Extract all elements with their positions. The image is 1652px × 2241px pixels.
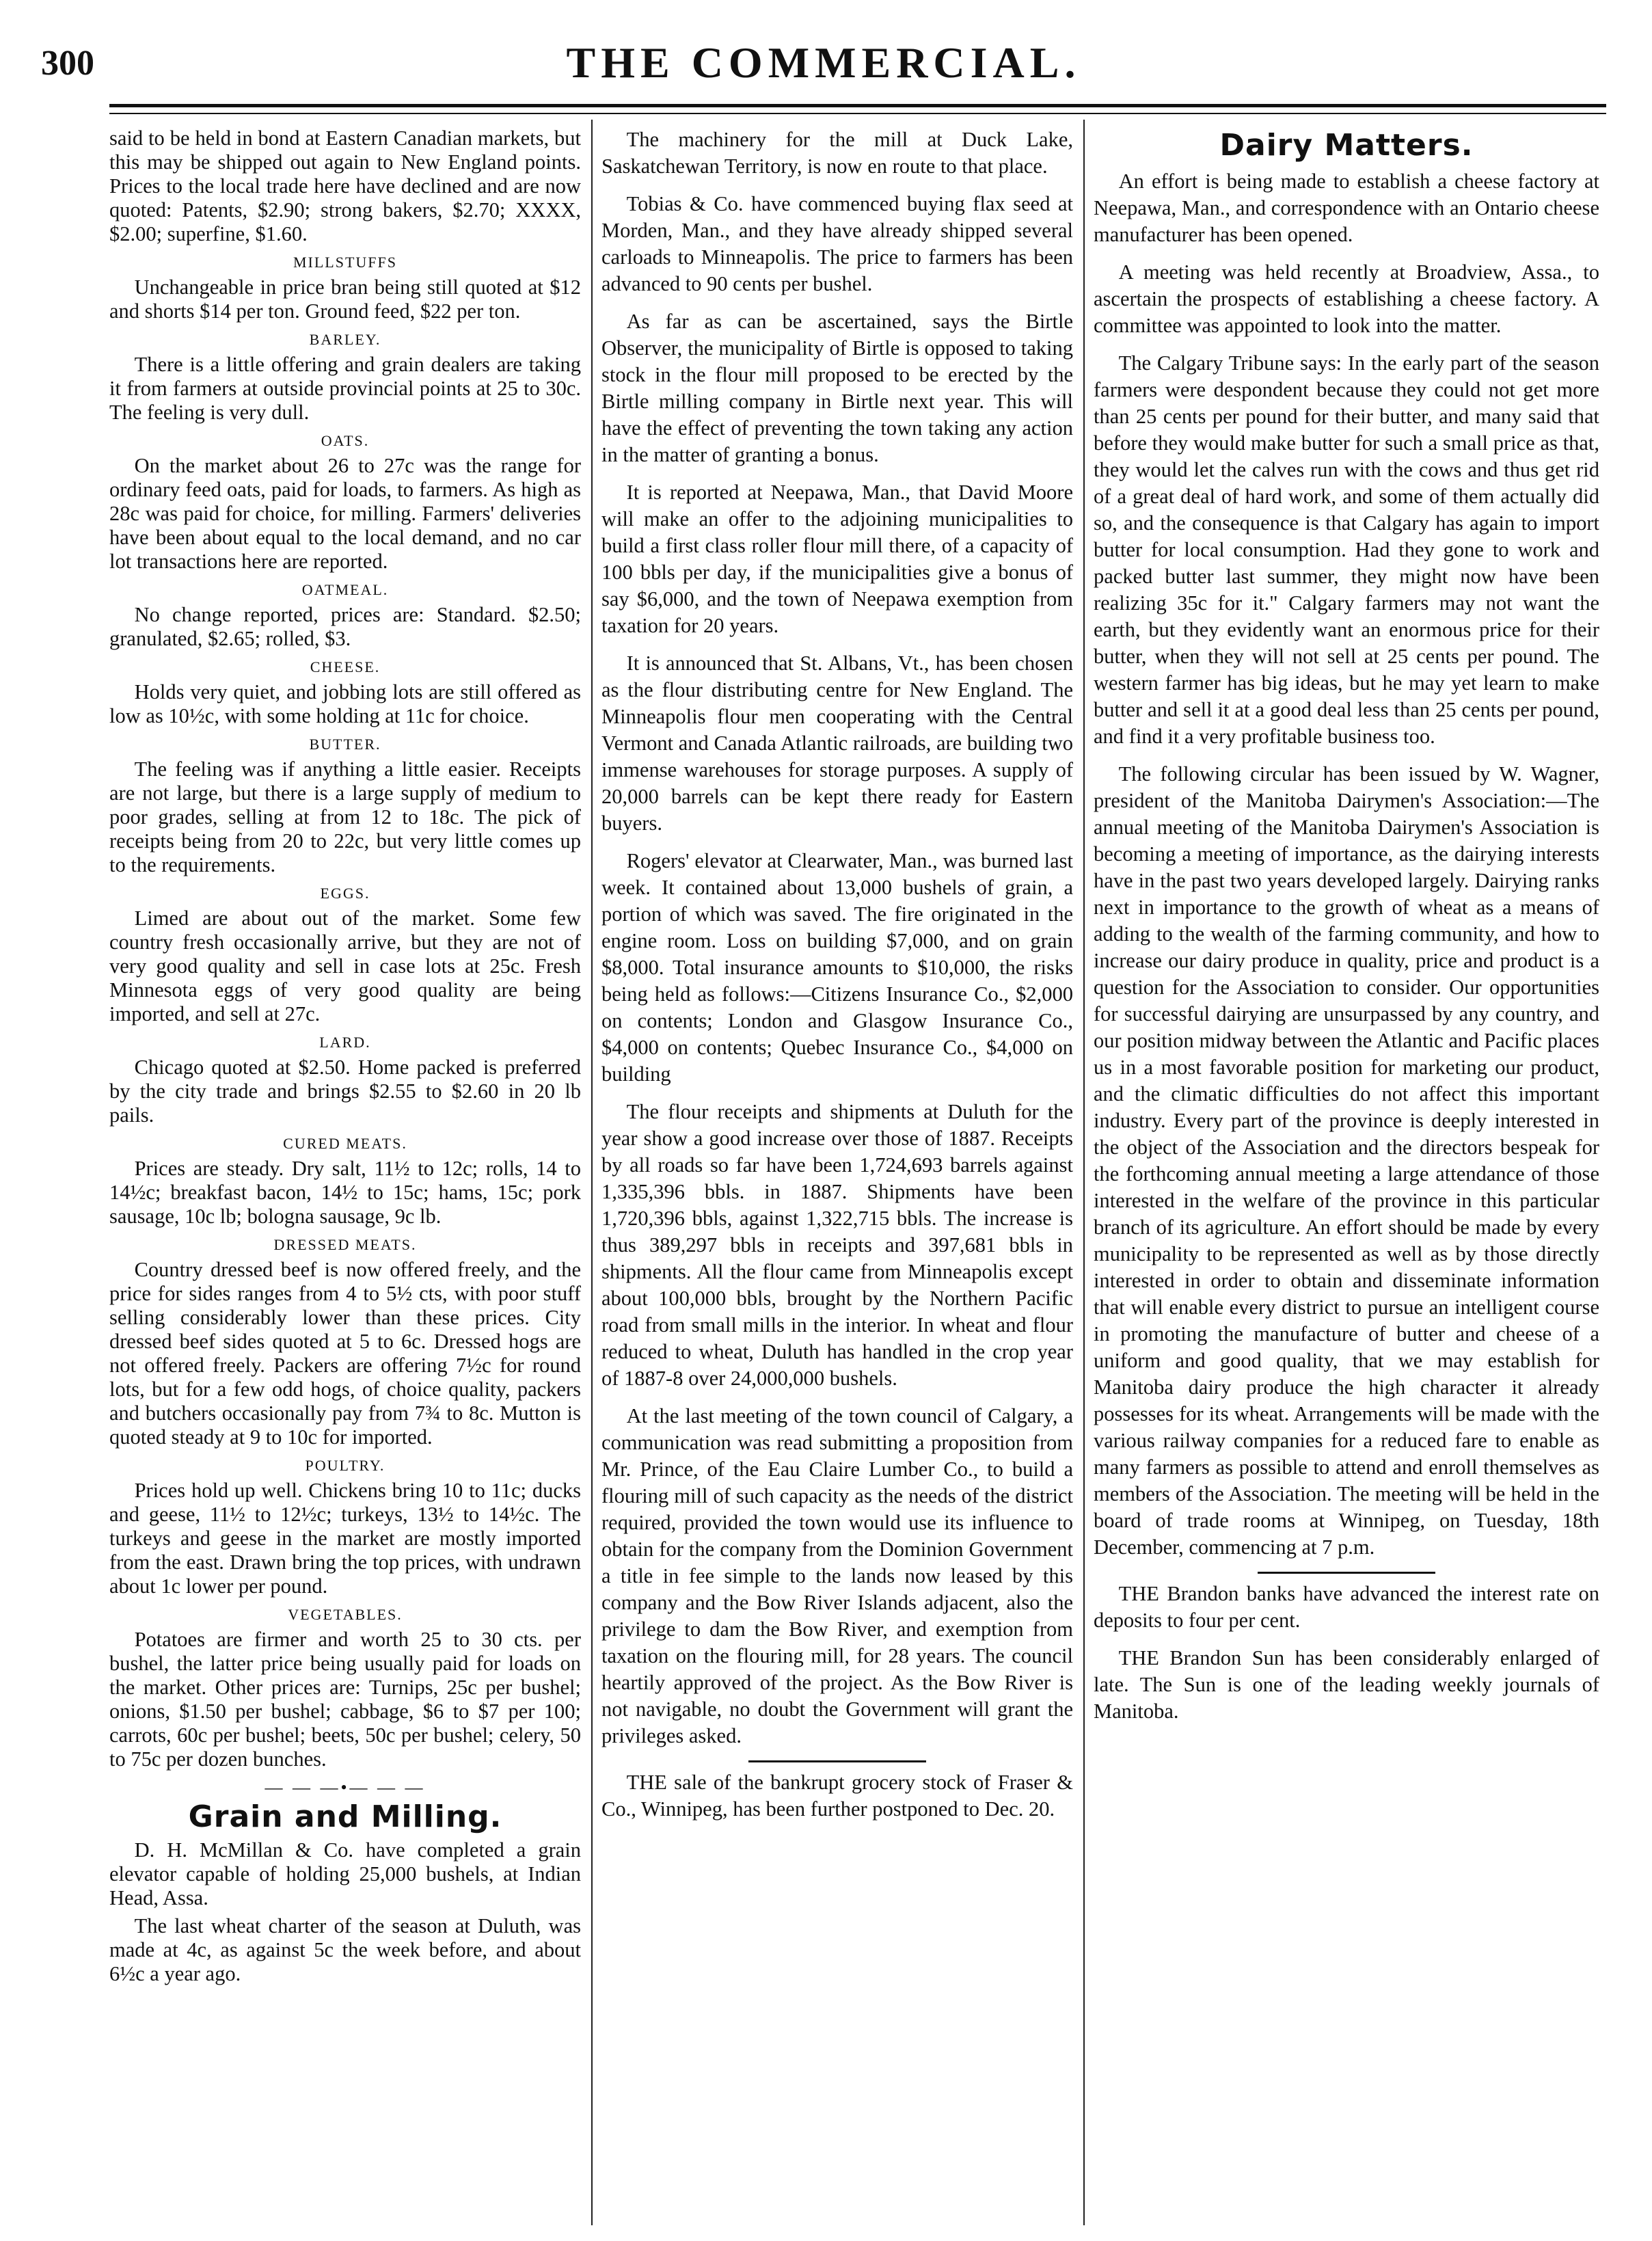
market-heading: VEGETABLES.	[288, 1606, 403, 1623]
column-left	[109, 126, 581, 2218]
article-paragraph: The flour receipts and shipments at Duluth for the year show a good increase over those of 1887. Receipts by all roads so far have been 1,724,693 barrels against 1,335,396 bbls. in 1887. Shipments have been 1,720,396 bbls, against 1,322,715 bbls. The increase is thus 389,297 bbls in receipts and 397,681 bbls in shipments. All the flour came from Minneapolis except about 100,000 bbls, brought by the Northern Pacific road from small mills in the interior. In wheat and flour reduced to wheat, Duluth has handled in the crop year of 1887-8 over 24,000,000 bushels.	[601, 1100, 1073, 1390]
article-paragraph: Prices hold up well. Chickens bring 10 to 11c; ducks and geese, 11½ to 12½c; turkeys, 13½ to 14½c. The turkeys and geese in the market are mostly imported from the east. Drawn bring the top prices, with undrawn about 1c lower per pound.	[109, 1479, 581, 1598]
market-heading: DRESSED MEATS.	[273, 1236, 417, 1253]
market-heading: CURED MEATS.	[283, 1135, 407, 1152]
section-heading: Grain and Milling.	[188, 1799, 502, 1834]
section-rule	[748, 1760, 926, 1762]
article-paragraph: A meeting was held recently at Broadview, Assa., to ascertain the prospects of establishing a cheese factory. A committee was appointed to look into the matter.	[1094, 260, 1599, 337]
article-paragraph: It is reported at Neepawa, Man., that David Moore will make an offer to the adjoining municipalities to build a first class roller flour mill there, of a capacity of 100 bbls per day, if the municipalities give a bonus of say $6,000, and the town of Neepawa exemption from taxation for 20 years.	[601, 481, 1073, 637]
article-paragraph: D. H. McMillan & Co. have completed a grain elevator capable of holding 25,000 bushels, at Indian Head, Assa.	[109, 1838, 581, 1909]
market-heading: MILLSTUFFS	[293, 254, 398, 271]
market-heading: BUTTER.	[309, 736, 381, 753]
market-heading: OATMEAL.	[301, 581, 389, 598]
article-paragraph: As far as can be ascertained, says the Birtle Observer, the municipality of Birtle is opposed to taking stock in the flour mill proposed to be erected by the Birtle milling company in Birtle next year. This will have the effect of preventing the town taking any action in the matter of granting a bonus.	[601, 310, 1073, 466]
article-paragraph: Country dressed beef is now offered freely, and the price for sides ranges from 4 to 5½ cts, with poor stuff selling considerably lower than these prices. City dressed beef sides quoted at 5 to 6c. Dressed hogs are not offered freely. Packers are offering 7½c for round lots, but for a few odd hogs, of choice quality, packers and butchers occasionally pay from 7¾ to 8c. Mutton is quoted steady at 9 to 10c for imported.	[109, 1258, 581, 1449]
article-paragraph: Rogers' elevator at Clearwater, Man., was burned last week. It contained about 13,000 bushels of grain, a portion of which was saved. The fire originated in the engine room. Loss on building $7,000, and on grain $8,000. Total insurance amounts to $10,000, the risks being held as follows:—Citizens Insurance Co., $2,000 on contents; London and Glasgow Insurance Co., $4,000 on contents; Quebec Insurance Co., $4,000 on building	[601, 849, 1073, 1086]
article-paragraph: Chicago quoted at $2.50. Home packed is preferred by the city trade and brings $2.55 to $2.60 in 20 lb pails.	[109, 1056, 581, 1127]
article-paragraph: The Calgary Tribune says: In the early part of the season farmers were despondent because they could not get more than 25 cents per pound for their butter, and many said that before they would make butter for such a small price as that, they would let the calves run with the cows and thus get rid of a great deal of hard work, and some of them actually did so, and the consequence is that Calgary has again to import butter for local consumption. Had they gone to work and packed butter last summer, they might now have been realizing 35c for it." Calgary farmers may not want the earth, but they evidently want an enormous price for their butter, when they will not sell at 25 cents per pound. The western farmer has big ideas, but he may yet learn to make butter and sell it at a good deal less than 25 cents per pound, and find it a very profitable business too.	[1094, 351, 1599, 748]
section-heading: Dairy Matters.	[1219, 128, 1474, 163]
page-number: 300	[41, 44, 94, 83]
article-paragraph: THE sale of the bankrupt grocery stock of Fraser & Co., Winnipeg, has been further postponed to Dec. 20.	[601, 1771, 1073, 1821]
article-paragraph: THE Brandon Sun has been considerably enlarged of late. The Sun is one of the leading weekly journals of Manitoba.	[1094, 1646, 1599, 1723]
article-paragraph: The following circular has been issued by W. Wagner, president of the Manitoba Dairymen's Association:—The annual meeting of the Manitoba Dairymen's Association is becoming a meeting of importance, as the dairying interests have in the past two years developed largely. Dairying ranks next in importance to the growth of wheat as a means of adding to the wealth of the farming community, and how to increase our dairy produce in quality, price and product is a question for the Association to consider. Our opportunities for successful dairying are unsurpassed by any country, and our position midway between the Atlantic and Pacific places us in a most favorable position for marketing our product, and the climatic difficulties do not affect this important industry. Every part of the province is deeply interested in the object of the Association and the directors bespeak for the forthcoming annual meeting a large attendance of those interested in the welfare of the province in this particular branch of its agriculture. An effort should be made by every municipality to be represented as well as by those directly interested in order to obtain and disseminate information that will enable every district to pursue an intelligent course in promoting the manufacture of butter and cheese of a uniform and good quality, that we may establish for Manitoba dairy produce the high character it already possesses for its wheat. Arrangements will be made with the various railway companies for a reduced fare to enable as many farmers as possible to attend and enroll themselves as members of the Association. The meeting will be held in the board of trade rooms at Winnipeg, on Tuesday, 18th December, commencing at 7 p.m.	[1094, 762, 1599, 1559]
article-paragraph: Unchangeable in price bran being still quoted at $12 and shorts $14 per ton. Ground feed, $22 per ton.	[109, 276, 581, 323]
article-paragraph: It is announced that St. Albans, Vt., has been chosen as the flour distributing centre for New England. The Minneapolis flour men cooperating with the Central Vermont and Canada Atlantic railroads, are building two immense warehouses for storage purposes. A supply of 20,000 barrels can be kept there ready for Eastern buyers.	[601, 652, 1073, 835]
market-heading: OATS.	[321, 432, 370, 449]
article-paragraph: Limed are about out of the market. Some few country fresh occasionally arrive, but they are not of very good quality and sell in case lots at 25c. Fresh Minnesota eggs of very good quality are being imported, and sell at 27c.	[109, 907, 581, 1025]
market-heading: CHEESE.	[310, 658, 381, 675]
article-paragraph: On the market about 26 to 27c was the range for ordinary feed oats, paid for loads, to farmers. As high as 28c was paid for choice, for milling. Farmers' deliveries have been about equal to the local demand, and no car lot transactions here are reported.	[109, 454, 581, 573]
article-paragraph: said to be held in bond at Eastern Canadian markets, but this may be shipped out again to New England points. Prices to the local trade here have declined and are now quoted: Patents, $2.90; strong bakers, $2.70; XXXX, $2.00; superfine, $1.60.	[109, 126, 581, 245]
article-paragraph: Holds very quiet, and jobbing lots are still offered as low as 10½c, with some holding at 11c for choice.	[109, 680, 581, 727]
article-paragraph: At the last meeting of the town council of Calgary, a communication was read submitting a proposition from Mr. Prince, of the Eau Claire Lumber Co., to build a flouring mill of such capacity as the needs of the district required, provided the town would use its influence to obtain for the company from the Dominion Government a title in fee simple to the lands now leased by this company and the Bow River Islands adjacent, also the privilege to dam the Bow River, and exemption from taxation on the flouring mill, for 28 years. The council heartily approved of the project. As the Bow River is not navigable, no doubt the Government will grant the privileges asked.	[601, 1404, 1073, 1747]
article-paragraph: An effort is being made to establish a cheese factory at Neepawa, Man., and correspondence with an Ontario cheese manufacturer has been opened.	[1094, 170, 1599, 246]
column-right	[1094, 126, 1599, 2218]
market-heading: POULTRY.	[305, 1457, 385, 1474]
market-heading: EGGS.	[320, 885, 370, 902]
section-divider: — — —•— — —	[265, 1777, 426, 1797]
article-paragraph: Tobias & Co. have commenced buying flax seed at Morden, Man., and they have already shipped several carloads to Minneapolis. The price to farmers has been advanced to 90 cents per bushel.	[601, 192, 1073, 295]
page-header	[41, 38, 1606, 113]
masthead-title: THE COMMERCIAL.	[566, 38, 1081, 87]
article-paragraph: Potatoes are firmer and worth 25 to 30 cts. per bushel, the latter price being usually paid for loads on the market. Other prices are: Turnips, 25c per bushel; onions, $1.50 per bushel; cabbage, $6 to $7 per 100; carrots, 60c per bushel; beets, 50c per bushel; celery, 50 to 75c per dozen bunches.	[109, 1628, 581, 1771]
column-middle	[601, 126, 1073, 2218]
column-separator	[591, 120, 593, 2225]
market-heading: LARD.	[319, 1034, 371, 1051]
article-paragraph: THE Brandon banks have advanced the interest rate on deposits to four per cent.	[1094, 1582, 1599, 1632]
market-heading: BARLEY.	[309, 331, 381, 348]
header-rule	[109, 104, 1606, 107]
article-paragraph: The machinery for the mill at Duck Lake, Saskatchewan Territory, is now en route to that place.	[601, 128, 1073, 178]
article-paragraph: The feeling was if anything a little easier. Receipts are not large, but there is a large supply of medium to poor grades, selling at from 12 to 18c. The pick of receipts being from 20 to 22c, but very little comes up to the requirements.	[109, 757, 581, 876]
column-separator	[1083, 120, 1085, 2225]
header-rule-thin	[109, 113, 1606, 114]
article-paragraph: There is a little offering and grain dealers are taking it from farmers at outside provincial points at 25 to 30c. The feeling is very dull.	[109, 353, 581, 424]
article-paragraph: The last wheat charter of the season at Duluth, was made at 4c, as against 5c the week before, and about 6½c a year ago.	[109, 1914, 581, 1985]
article-paragraph: Prices are steady. Dry salt, 11½ to 12c; rolls, 14 to 14½c; breakfast bacon, 14½ to 15c; hams, 15c; pork sausage, 10c lb; bologna sausage, 9c lb.	[109, 1157, 581, 1228]
article-paragraph: No change reported, prices are: Standard. $2.50; granulated, $2.65; rolled, $3.	[109, 603, 581, 650]
section-rule	[1258, 1572, 1435, 1574]
